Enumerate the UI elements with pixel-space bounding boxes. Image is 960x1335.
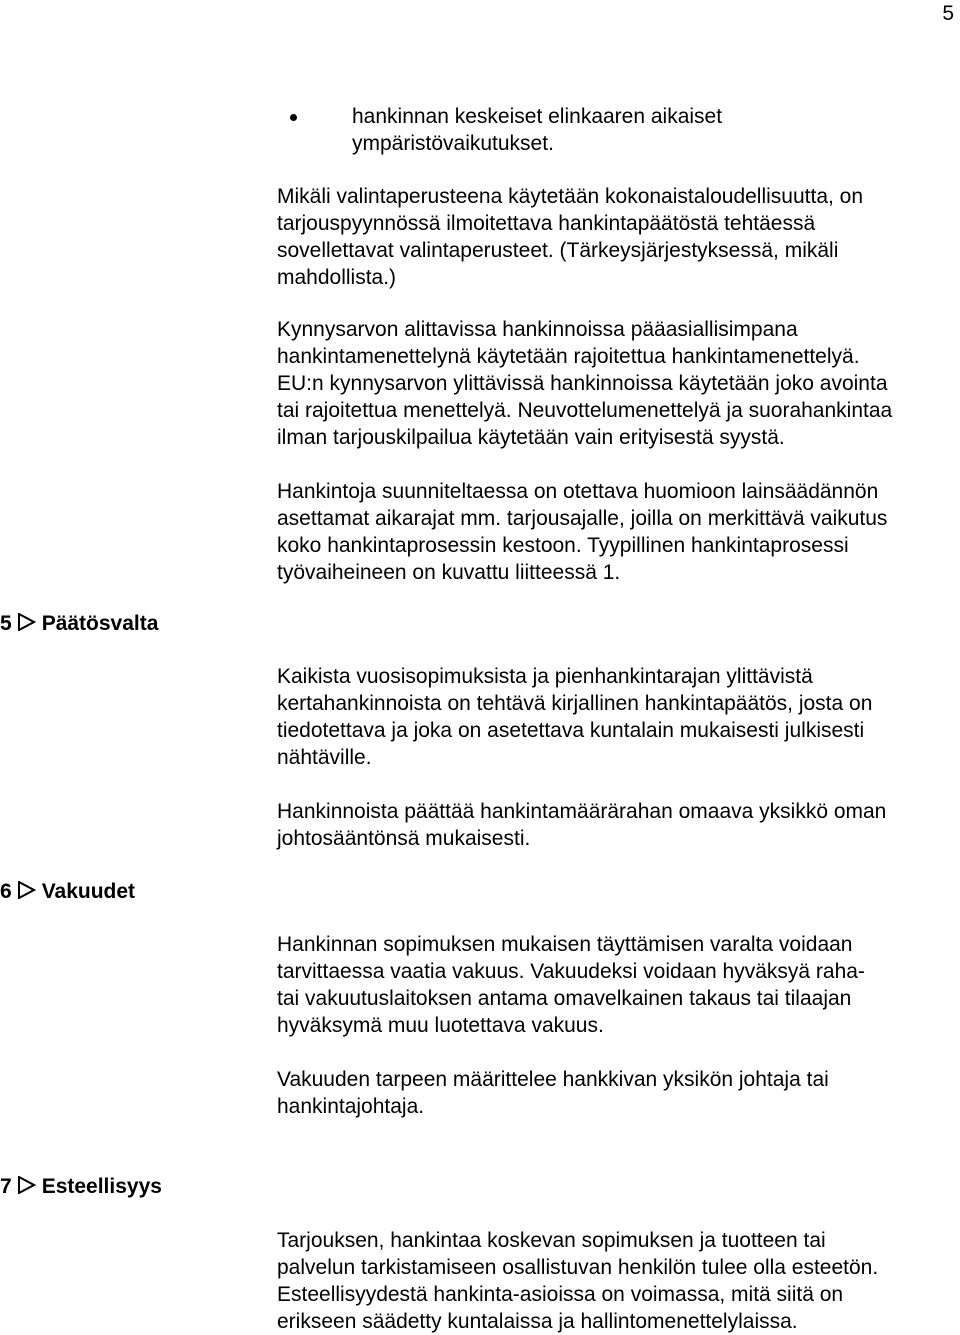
text-line: Hankinnoista päättää hankintamäärärahan omaava yksikkö oman — [277, 800, 887, 823]
section-title: Päätösvalta — [41, 612, 159, 635]
text-line: tiedotettava ja joka on asetettava kuntalain mukaisesti julkisesti — [277, 719, 865, 742]
text-line: hankintajohtaja. — [277, 1095, 425, 1118]
bullet-text — [352, 103, 912, 157]
paragraph-decision-maker — [277, 798, 957, 852]
text-line: hankintamenettelynä käytetään rajoitettua hankintamenettelyä. — [277, 345, 860, 368]
paragraph-disqualification — [277, 1227, 957, 1335]
text-line: Hankintoja suunniteltaessa on otettava huomioon lainsäädännön — [277, 480, 879, 503]
text-line: tarjouspyynnössä ilmoitettava hankintapäätöstä tehtäessä — [277, 212, 816, 235]
text-line: kertahankinnoista on tehtävä kirjallinen hankintapäätös, josta on — [277, 692, 873, 715]
paragraph-selection-criteria — [277, 183, 957, 291]
text-line: Vakuuden tarpeen määrittelee hankkivan yksikön johtaja tai — [277, 1068, 829, 1091]
text-line: tarvittaessa vaatia vakuus. Vakuudeksi voidaan hyväksyä raha- — [277, 960, 865, 983]
text-line: Hankinnan sopimuksen mukaisen täyttämisen varalta voidaan — [277, 933, 853, 956]
page-number: 5 — [942, 2, 954, 25]
section-title: Vakuudet — [41, 880, 136, 903]
text-line: Kaikista vuosisopimuksista ja pienhankintarajan ylittävistä — [277, 665, 813, 688]
text-line: asettamat aikarajat mm. tarjousajalle, joilla on merkittävä vaikutus — [277, 507, 888, 530]
bullet-icon — [290, 114, 297, 121]
text-line: tai rajoitettua menettelyä. Neuvottelumenettelyä ja suorahankintaa — [277, 399, 893, 422]
arrow-right-icon — [18, 613, 36, 631]
text-line: sovellettavat valintaperusteet. (Tärkeysjärjestyksessä, mikäli — [277, 239, 839, 262]
text-line: johtosääntönsä mukaisesti. — [277, 827, 531, 850]
section-heading-5 — [0, 610, 158, 637]
section-title: Esteellisyys — [41, 1175, 162, 1198]
section-heading-7 — [0, 1173, 162, 1200]
text-line: Mikäli valintaperusteena käytetään kokonaistaloudellisuutta, on — [277, 185, 864, 208]
text-line: tai vakuutuslaitoksen antama omavelkainen takaus tai tilaajan — [277, 987, 852, 1010]
text-line: Tarjouksen, hankintaa koskevan sopimuksen ja tuotteen tai — [277, 1229, 826, 1252]
text-line: työvaiheineen on kuvattu liitteessä 1. — [277, 561, 621, 584]
section-number: 6 — [0, 880, 12, 903]
paragraph-procedures — [277, 316, 957, 451]
text-line: mahdollista.) — [277, 266, 397, 289]
section-number: 7 — [0, 1175, 12, 1198]
text-line: hyväksymä muu luotettava vakuus. — [277, 1014, 604, 1037]
text-line: ympäristövaikutukset. — [352, 132, 554, 155]
section-heading-6 — [0, 878, 135, 905]
paragraph-decision-required — [277, 663, 957, 771]
text-line: erikseen säädetty kuntalaissa ja hallintomenettelylaissa. — [277, 1310, 798, 1333]
text-line: ilman tarjouskilpailua käytetään vain erityisestä syystä. — [277, 426, 785, 449]
paragraph-time-limits — [277, 478, 957, 586]
paragraph-guarantee-need — [277, 1066, 957, 1120]
text-line: Esteellisyydestä hankinta-asioissa on voimassa, mitä siitä on — [277, 1283, 844, 1306]
text-line: koko hankintaprosessin kestoon. Tyypillinen hankintaprosessi — [277, 534, 849, 557]
text-line: Kynnysarvon alittavissa hankinnoissa pääasiallisimpana — [277, 318, 798, 341]
arrow-right-icon — [18, 881, 36, 899]
text-line: EU:n kynnysarvon ylittävissä hankinnoissa käytetään joko avointa — [277, 372, 888, 395]
text-line: nähtäville. — [277, 746, 372, 769]
text-line: palvelun tarkistamiseen osallistuvan henkilön tulee olla esteetön. — [277, 1256, 879, 1279]
paragraph-guarantee — [277, 931, 957, 1039]
text-line: hankinnan keskeiset elinkaaren aikaiset — [352, 105, 723, 128]
section-number: 5 — [0, 612, 12, 635]
arrow-right-icon — [18, 1176, 36, 1194]
